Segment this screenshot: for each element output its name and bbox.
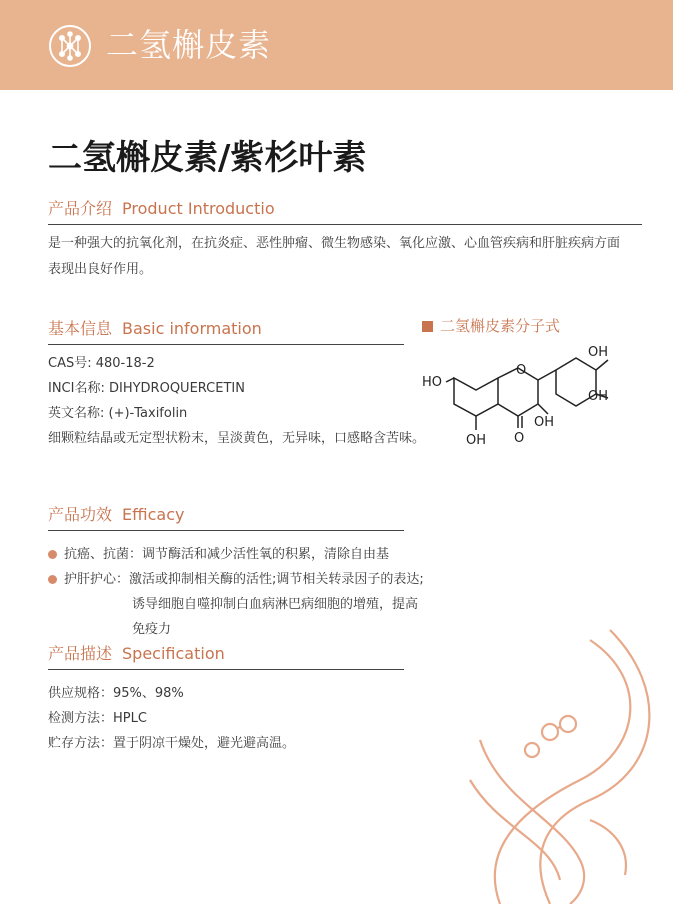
ring-oxygen-label: O	[516, 363, 527, 378]
spec-storage: 贮存方法：置于阴凉干燥处，避光避高温。	[48, 736, 296, 751]
basic-divider	[48, 344, 404, 345]
intro-divider	[48, 224, 642, 225]
intro-heading	[48, 198, 275, 220]
header-band	[0, 0, 673, 90]
basic-english-name: 英文名称: (+)-Taxifolin	[48, 406, 188, 421]
dna-decoration-icon	[440, 600, 673, 904]
efficacy-heading	[48, 504, 184, 526]
basic-inci: INCI名称: DIHYDROQUERCETIN	[48, 381, 245, 396]
molecule-structure	[418, 340, 628, 458]
ho-left-label: HO	[422, 375, 443, 390]
basic-heading-en: Basic information	[122, 319, 262, 338]
efficacy-heading-en: Efficacy	[122, 505, 185, 524]
efficacy-divider	[48, 530, 404, 531]
intro-line: 表现出良好作用。	[48, 262, 153, 277]
bullet-icon	[48, 550, 57, 559]
spec-divider	[48, 669, 404, 670]
header-title: 二氢槲皮素	[106, 26, 272, 64]
spec-heading-cn: 产品描述	[48, 644, 113, 663]
oh-right-label: OH	[588, 389, 609, 404]
intro-heading-cn: 产品介绍	[48, 199, 113, 218]
page-title: 二氢槲皮素/紫杉叶素	[48, 138, 367, 178]
oh-bottom-label: OH	[466, 433, 487, 448]
oh-top-label: OH	[588, 345, 609, 360]
efficacy-continuation: 诱导细胞自噬抑制白血病淋巴病细胞的增殖，提高	[132, 597, 419, 612]
bullet-icon	[48, 575, 57, 584]
efficacy-item: 护肝护心：激活或抑制相关酶的活性;调节相关转录因子的表达;	[64, 572, 424, 587]
keto-oxygen-label: O	[514, 431, 525, 446]
spec-supply: 供应规格：95%、98%	[48, 686, 184, 701]
efficacy-continuation: 免疫力	[132, 622, 172, 637]
formula-square-icon	[422, 321, 433, 332]
basic-heading	[48, 318, 262, 340]
formula-title: 二氢槲皮素分子式	[440, 317, 561, 335]
basic-heading-cn: 基本信息	[48, 319, 113, 338]
spec-heading	[48, 643, 225, 665]
ring-a	[454, 378, 498, 416]
intro-line: 是一种强大的抗氧化剂，在抗炎症、恶性肿瘤、微生物感染、氧化应激、心血管疾病和肝脏疾病方面	[48, 236, 621, 251]
intro-heading-en: Product Introductio	[122, 199, 275, 218]
oh-mid-label: OH	[534, 415, 555, 430]
efficacy-item: 抗癌、抗菌：调节酶活和减少活性氧的积累，清除自由基	[64, 547, 390, 562]
spec-method: 检测方法：HPLC	[48, 711, 147, 726]
efficacy-heading-cn: 产品功效	[48, 505, 113, 524]
molecule-network-icon	[48, 24, 92, 68]
basic-description: 细颗粒结晶或无定型状粉末，呈淡黄色，无异味，口感略含苦味。	[48, 431, 426, 446]
spec-heading-en: Specification	[122, 644, 225, 663]
basic-cas: CAS号: 480-18-2	[48, 356, 155, 371]
